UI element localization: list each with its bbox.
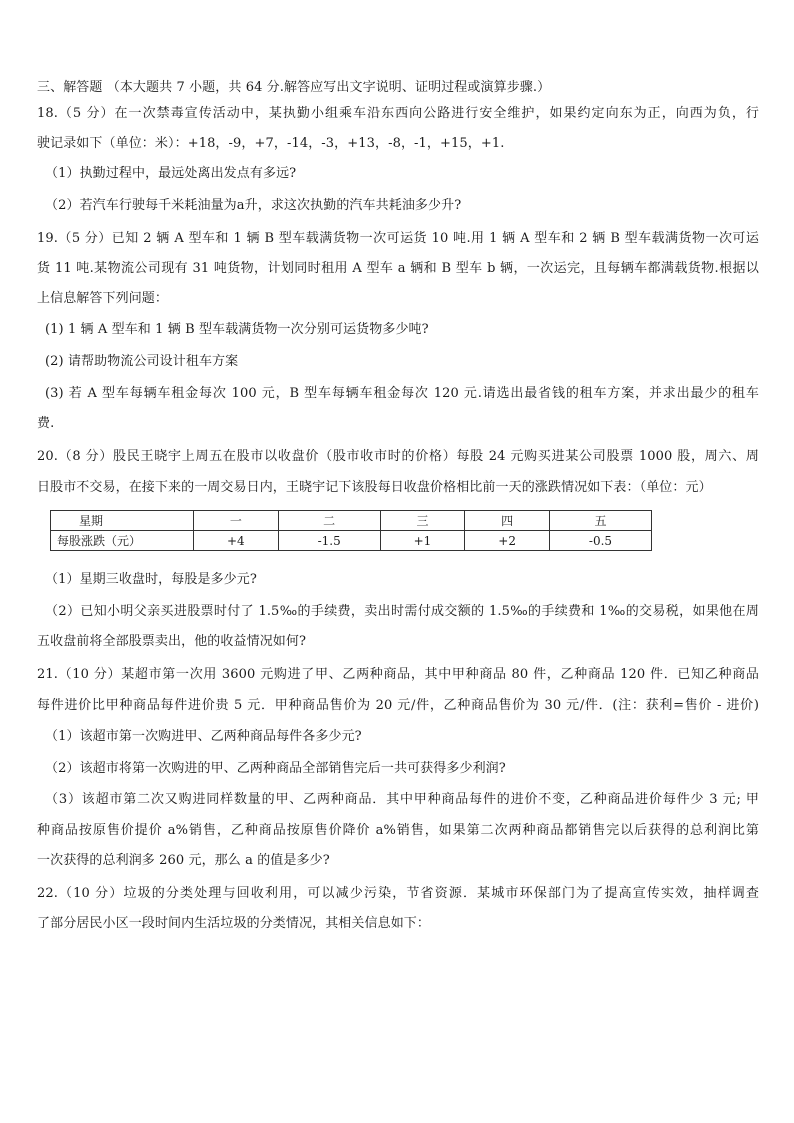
q19-line-2: 货 11 吨.某物流公司现有 31 吨货物，计划同时租用 A 型车 a 辆和 B 型车 b 辆，一次运完，且每辆车都满载货物.根据以 — [37, 261, 759, 276]
table-header-row — [51, 511, 652, 531]
q18-sub-1: （1）执勤过程中，最远处离出发点有多远? — [45, 166, 297, 181]
q21-line-1: 21.（10 分）某超市第一次用 3600 元购进了甲、乙两种商品，其中甲种商品 80 件，乙种商品 120 件．已知乙种商品 — [37, 667, 759, 682]
table-cell: 一 — [194, 511, 279, 531]
q18-line-2: 驶记录如下（单位：米）：+18，-9，+7，-14，-3，+13，-8，-1，+15，+1. — [37, 136, 505, 151]
q21-sub-3a: （3）该超市第二次又购进同样数量的甲、乙两种商品．其中甲种商品每件的进价不变，乙种商品进价每件少 3 元; 甲 — [45, 792, 759, 807]
table-cell: +1 — [380, 531, 465, 551]
q21-sub-3b: 种商品按原售价提价 a%销售，乙种商品按原售价降价 a%销售，如果第二次两种商品都销售完以后获得的总利润比第 — [37, 823, 759, 838]
q19-sub-2: (2) 请帮助物流公司设计租车方案 — [45, 354, 239, 369]
q19-sub-3a: (3) 若 A 型车每辆车租金每次 100 元，B 型车每辆车租金每次 120 元.请选出最省钱的租车方案，并求出最少的租车 — [45, 386, 759, 401]
price-change-table — [50, 510, 652, 551]
table-cell: 二 — [278, 511, 380, 531]
table-cell: +4 — [194, 531, 279, 551]
section-header: 三、解答题 （本大题共 7 小题，共 64 分.解答应写出文字说明、证明过程或演算步骤.） — [37, 80, 551, 95]
table-cell: 五 — [550, 511, 652, 531]
table-cell: -0.5 — [550, 531, 652, 551]
q22-line-2: 了部分居民小区一段时间内生活垃圾的分类情况，其相关信息如下： — [37, 916, 431, 931]
q19-sub-1: (1) 1 辆 A 型车和 1 辆 B 型车载满货物一次分别可运货物多少吨? — [45, 322, 429, 337]
q19-line-1: 19.（5 分）已知 2 辆 A 型车和 1 辆 B 型车载满货物一次可运货 10 吨.用 1 辆 A 型车和 2 辆 B 型车载满货物一次可运 — [37, 231, 759, 246]
q18-line-1: 18.（5 分）在一次禁毒宣传活动中，某执勤小组乘车沿东西向公路进行安全维护，如果约定向东为正，向西为负，行 — [37, 106, 759, 121]
q20-sub-2a: （2）已知小明父亲买进股票时付了 1.5‰的手续费，卖出时需付成交额的 1.5‰的手续费和 1‰的交易税，如果他在周 — [45, 604, 759, 619]
q19-line-3: 上信息解答下列问题： — [37, 291, 169, 306]
table-cell: 三 — [380, 511, 465, 531]
q22-line-1: 22.（10 分）垃圾的分类处理与回收利用，可以减少污染，节省资源．某城市环保部门为了提高宣传实效，抽样调查 — [37, 886, 759, 901]
table-cell: -1.5 — [278, 531, 380, 551]
q21-sub-3c: 一次获得的总利润多 260 元，那么 a 的值是多少? — [37, 853, 330, 868]
q19-sub-3b: 费. — [37, 416, 55, 431]
q20-sub-2b: 五收盘前将全部股票卖出，他的收益情况如何? — [37, 634, 307, 649]
q21-line-2: 每件进价比甲种商品每件进价贵 5 元．甲种商品售价为 20 元/件，乙种商品售价为 30 元/件．(注：获利=售价 - 进价) — [37, 698, 759, 713]
q21-sub-2: （2）该超市将第一次购进的甲、乙两种商品全部销售完后一共可获得多少利润? — [45, 761, 506, 776]
table-row — [51, 531, 652, 551]
q20-sub-1: （1）星期三收盘时，每股是多少元? — [45, 572, 257, 587]
table-cell: 四 — [465, 511, 550, 531]
q21-sub-1: （1）该超市第一次购进甲、乙两种商品每件各多少元? — [45, 729, 362, 744]
q18-sub-2: （2）若汽车行驶每千米耗油量为a升，求这次执勤的汽车共耗油多少升? — [45, 198, 462, 213]
q20-line-1: 20.（8 分）股民王晓宇上周五在股市以收盘价（股市收市时的价格）每股 24 元购买进某公司股票 1000 股，周六、周 — [37, 449, 759, 464]
table-cell: 星期 — [51, 511, 194, 531]
q20-line-2: 日股市不交易，在接下来的一周交易日内，王晓宇记下该股每日收盘价格相比前一天的涨跌情况如下表：（单位：元） — [37, 480, 712, 495]
table-row-label: 每股涨跌（元） — [51, 531, 194, 551]
table-cell: +2 — [465, 531, 550, 551]
